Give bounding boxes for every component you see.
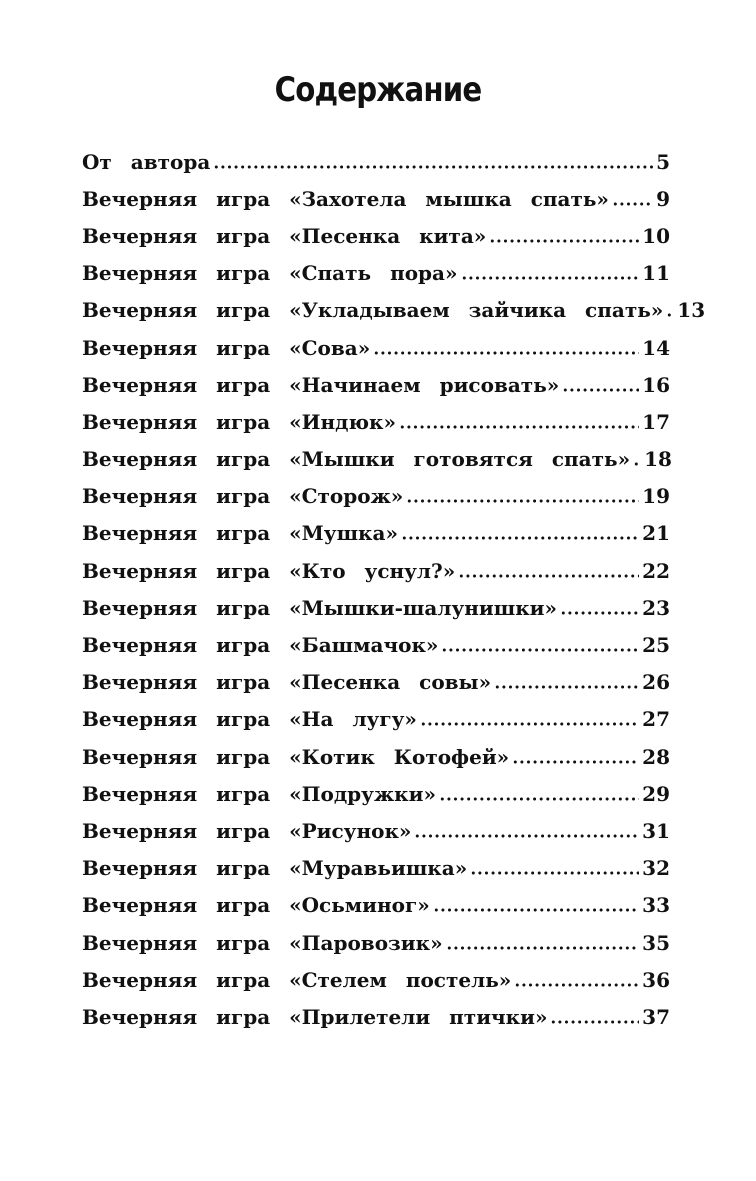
dot-leader — [562, 388, 639, 392]
toc-entry-page-number: 33 — [642, 893, 670, 918]
toc-entry-page-number: 14 — [642, 335, 670, 360]
dot-leader — [441, 648, 639, 652]
dot-leader — [373, 351, 639, 355]
toc-entry — [82, 515, 670, 552]
toc-entry — [82, 589, 670, 626]
toc-entry-page-number: 25 — [642, 633, 670, 658]
table-of-contents — [82, 143, 706, 1036]
toc-entry — [82, 775, 670, 812]
toc-entry-title: Вечерняя игра «Муравьишка» — [82, 856, 468, 881]
toc-entry — [82, 441, 670, 478]
toc-entry-page-number: 13 — [677, 298, 706, 323]
toc-entry — [82, 961, 670, 998]
dot-leader — [399, 425, 639, 429]
toc-entry-title: Вечерняя игра «Кто уснул?» — [82, 558, 456, 583]
toc-entry-page-number: 37 — [642, 1004, 670, 1029]
toc-entry — [82, 255, 670, 292]
dot-leader — [446, 946, 640, 950]
toc-entry-page-number: 28 — [642, 744, 670, 769]
toc-entry-page-number: 10 — [642, 223, 670, 248]
toc-entry — [82, 180, 670, 217]
toc-entry-page-number: 18 — [644, 447, 672, 472]
toc-entry-page-number: 11 — [642, 261, 670, 286]
toc-entry-title: Вечерняя игра «Мышки готовятся спать» — [82, 447, 631, 472]
toc-entry-title: Вечерняя игра «Спать пора» — [82, 261, 458, 286]
toc-entry — [82, 924, 670, 961]
toc-entry-page-number: 23 — [642, 595, 670, 620]
dot-leader — [433, 908, 639, 912]
toc-entry-title: Вечерняя игра «Осьминог» — [82, 893, 430, 918]
dot-leader — [213, 165, 653, 169]
toc-entry — [82, 850, 670, 887]
toc-entry-page-number: 17 — [642, 409, 670, 434]
toc-entry — [82, 664, 670, 701]
toc-entry-title: Вечерняя игра «Мушка» — [82, 521, 398, 546]
dot-leader — [414, 834, 639, 838]
toc-entry — [82, 366, 670, 403]
toc-entry — [82, 292, 706, 329]
dot-leader — [512, 760, 639, 764]
dot-leader — [461, 276, 640, 280]
toc-entry-page-number: 16 — [642, 372, 670, 397]
toc-entry-title: Вечерняя игра «Паровозик» — [82, 930, 443, 955]
dot-leader — [550, 1020, 639, 1024]
toc-entry — [82, 217, 670, 254]
dot-leader — [470, 871, 639, 875]
toc-entry-title: Вечерняя игра «Мышки-шалунишки» — [82, 595, 557, 620]
dot-leader — [666, 313, 674, 317]
toc-entry-title: Вечерняя игра «Песенка кита» — [82, 223, 487, 248]
page-title: Содержание — [274, 70, 482, 110]
toc-entry-title: Вечерняя игра «Начинаем рисовать» — [82, 372, 560, 397]
toc-entry-page-number: 29 — [642, 781, 670, 806]
toc-entry-page-number: 26 — [642, 670, 670, 695]
dot-leader — [439, 797, 639, 801]
toc-entry-page-number: 36 — [642, 967, 670, 992]
toc-entry-title: Вечерняя игра «Прилетели птички» — [82, 1004, 548, 1029]
toc-entry-title: Вечерняя игра «Рисунок» — [82, 818, 412, 843]
toc-entry-page-number: 35 — [642, 930, 670, 955]
toc-entry-title: Вечерняя игра «Захотела мышка спать» — [82, 186, 609, 211]
dot-leader — [420, 722, 639, 726]
dot-leader — [458, 574, 639, 578]
toc-entry-page-number: 19 — [642, 484, 670, 509]
toc-entry-title: Вечерняя игра «Песенка совы» — [82, 670, 492, 695]
dot-leader — [406, 499, 639, 503]
toc-entry — [82, 812, 670, 849]
toc-entry-page-number: 31 — [642, 818, 670, 843]
dot-leader — [494, 685, 639, 689]
toc-entry-title: Вечерняя игра «Котик Котофей» — [82, 744, 510, 769]
toc-entry-title: Вечерняя игра «Подружки» — [82, 781, 436, 806]
toc-entry — [82, 143, 670, 180]
toc-entry-title: Вечерняя игра «Укладываем зайчика спать» — [82, 298, 664, 323]
toc-entry-page-number: 22 — [642, 558, 670, 583]
dot-leader — [401, 536, 639, 540]
dot-leader — [514, 983, 639, 987]
toc-entry-title: Вечерняя игра «Стелем постель» — [82, 967, 512, 992]
toc-entry-title: Вечерняя игра «Башмачок» — [82, 633, 439, 658]
toc-entry — [82, 552, 670, 589]
dot-leader — [612, 202, 653, 206]
toc-entry-page-number: 32 — [642, 856, 670, 881]
toc-entry-page-number: 9 — [656, 186, 670, 211]
toc-entry — [82, 998, 670, 1035]
toc-entry-title: От автора — [82, 149, 211, 174]
toc-entry — [82, 403, 670, 440]
toc-entry-title: Вечерняя игра «На лугу» — [82, 707, 417, 732]
toc-entry-page-number: 27 — [642, 707, 670, 732]
toc-entry-page-number: 21 — [642, 521, 670, 546]
toc-entry — [82, 478, 670, 515]
toc-entry — [82, 329, 670, 366]
dot-leader — [489, 239, 639, 243]
toc-entry — [82, 701, 670, 738]
toc-entry-title: Вечерняя игра «Сова» — [82, 335, 371, 360]
toc-entry-title: Вечерняя игра «Сторож» — [82, 484, 404, 509]
toc-entry — [82, 626, 670, 663]
dot-leader — [560, 611, 639, 615]
dot-leader — [633, 462, 641, 466]
toc-entry — [82, 887, 670, 924]
toc-entry-title: Вечерняя игра «Индюк» — [82, 409, 396, 434]
toc-entry-page-number: 5 — [656, 149, 670, 174]
toc-entry — [82, 738, 670, 775]
